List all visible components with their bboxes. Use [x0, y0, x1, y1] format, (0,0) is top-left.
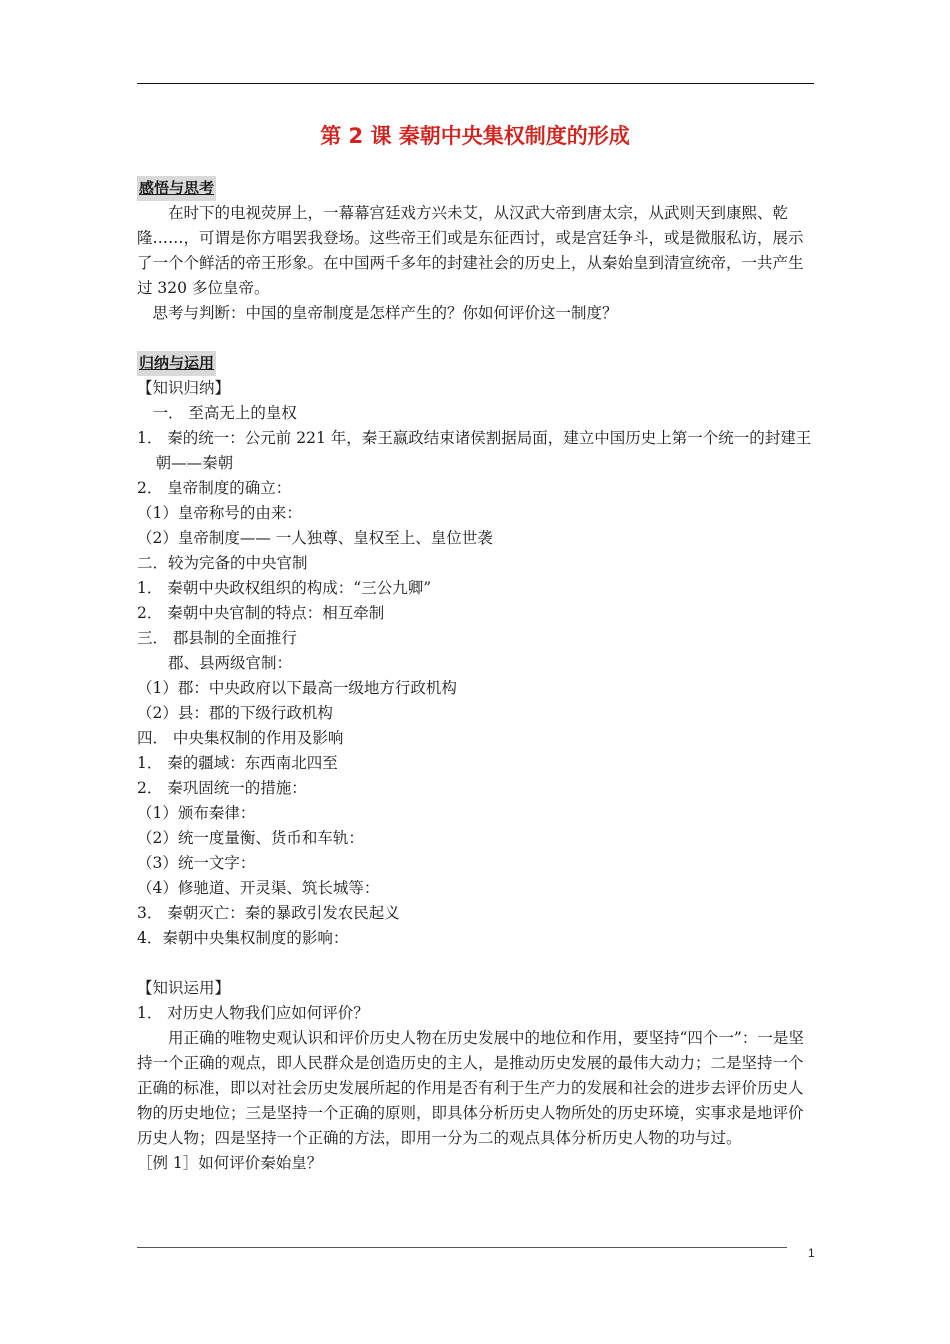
list-item: （3）统一文字：: [137, 854, 256, 872]
knowledge-summary-label: 【知识归纳】: [137, 379, 231, 397]
list-item: 4．秦朝中央集权制度的影响：: [137, 929, 349, 947]
reflection-question: 思考与判断：中国的皇帝制度是怎样产生的？你如何评价这一制度？: [152, 304, 618, 322]
list-item: 郡、县两级官制：: [168, 654, 293, 672]
knowledge-use-label: 【知识运用】: [137, 979, 231, 997]
list-item: 1． 秦的疆域：东西南北四至: [137, 754, 338, 772]
list-item: 1． 秦的统一：公元前 221 年，秦王嬴政结束诸侯割据局面，建立中国历史上第一个统一的封建王朝——秦朝: [137, 429, 812, 472]
list-item: （1）颁布秦律：: [137, 804, 256, 822]
list-item: 3． 秦朝灭亡：秦的暴政引发农民起义: [137, 904, 400, 922]
section-heading-reflection: 感悟与思考: [137, 176, 216, 201]
header-rule: [137, 83, 814, 84]
list-item: 2． 皇帝制度的确立：: [137, 479, 292, 497]
answer-paragraph: 用正确的唯物史观认识和评价历史人物在历史发展中的地位和作用，要坚持“四个一”：一是坚持一个正确的观点，即人民群众是创造历史的主人，是推动历史发展的最伟大动力；二是坚持一个正确的标准，即以对社会历史发展所起的作用是否有利于生产力的发展和社会的进步去评价历史人物的历史地位；三是坚持一个正确的原则，即具体分析历史人物所处的历史环境，实事求是地评价历史人物；四是坚持一个正确的方法，即用一分为二的观点具体分析历史人物的功与过。: [137, 1029, 804, 1147]
list-item: 一． 至高无上的皇权: [152, 404, 297, 422]
list-item: 2． 秦巩固统一的措施：: [137, 779, 307, 797]
example-1: ［例 1］如何评价秦始皇？: [137, 1154, 323, 1172]
page-title: 第 2 课 秦朝中央集权制度的形成: [320, 124, 630, 148]
list-item: 1． 秦朝中央政权组织的构成：“三公九卿”: [137, 579, 432, 597]
list-item: 四． 中央集权制的作用及影响: [137, 729, 344, 747]
list-item: （1）皇帝称号的由来：: [137, 504, 302, 522]
list-item: 二．较为完备的中央官制: [137, 554, 308, 572]
intro-paragraph: 在时下的电视荧屏上，一幕幕宫廷戏方兴未艾，从汉武大帝到唐太宗，从武则天到康熙、乾隆……，可谓是你方唱罢我登场。这些帝王们或是东征西讨，或是宫廷争斗，或是微服私访，展示了一个个鲜活的帝王形象。在中国两千多年的封建社会的历史上，从秦始皇到清宣统帝，一共产生过 320 多位皇帝。: [137, 204, 804, 297]
list-item: 2． 秦朝中央官制的特点：相互牵制: [137, 604, 385, 622]
list-item: （2）县：郡的下级行政机构: [137, 704, 333, 722]
document-body: [137, 176, 817, 1176]
list-item: （1）郡：中央政府以下最高一级地方行政机构: [137, 679, 457, 697]
list-item: （2）统一度量衡、货币和车轨：: [137, 829, 364, 847]
question-1: 1． 对历史人物我们应如何评价？: [137, 1004, 369, 1022]
list-item: （2）皇帝制度—— 一人独尊、皇权至上、皇位世袭: [137, 529, 493, 547]
section-heading-summary: 归纳与运用: [137, 351, 216, 376]
page-number: 1: [808, 1246, 815, 1260]
footer-rule: [137, 1247, 787, 1248]
list-item: 三． 郡县制的全面推行: [137, 629, 297, 647]
list-item: （4）修驰道、开灵渠、筑长城等：: [137, 879, 380, 897]
